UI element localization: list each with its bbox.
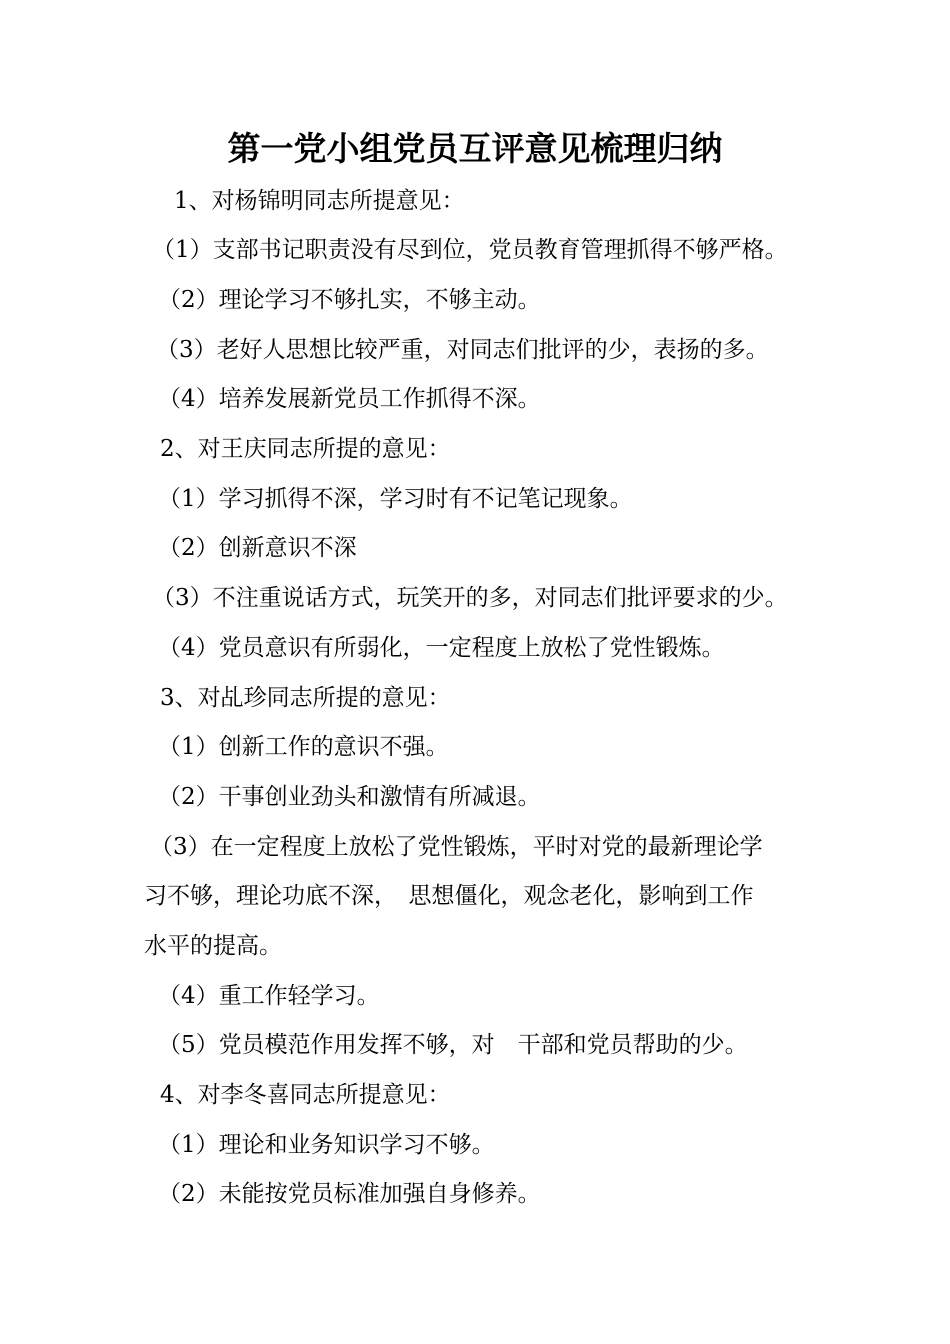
paragraph-item: （2）干事创业劲头和激情有所减退。 xyxy=(158,784,541,810)
paragraph-item: （1）支部书记职责没有尽到位，党员教育管理抓得不够严格。 xyxy=(152,237,788,263)
paragraph-item: （3）不注重说话方式，玩笑开的多，对同志们批评要求的少。 xyxy=(152,585,788,611)
section-heading-2: 2、对王庆同志所提的意见： xyxy=(160,436,451,462)
paragraph-item: （2）理论学习不够扎实，不够主动。 xyxy=(158,287,541,313)
paragraph-item: （1）创新工作的意识不强。 xyxy=(158,734,449,760)
section-heading-1: 1、对杨锦明同志所提意见： xyxy=(174,188,465,214)
document-title: 第一党小组党员互评意见梳理归纳 xyxy=(227,129,723,168)
paragraph-continuation: 习不够，理论功底不深， 思想僵化，观念老化，影响到工作 xyxy=(144,883,754,909)
section-heading-3: 3、对乩珍同志所提的意见： xyxy=(160,685,451,711)
paragraph-item: （3）在一定程度上放松了党性锻炼，平时对党的最新理论学 xyxy=(150,834,763,860)
paragraph-item: （5）党员模范作用发挥不够，对 干部和党员帮助的少。 xyxy=(158,1032,748,1058)
paragraph-continuation: 水平的提高。 xyxy=(144,933,282,959)
paragraph-item: （3）老好人思想比较严重，对同志们批评的少，表扬的多。 xyxy=(156,337,769,363)
paragraph-item: （4）党员意识有所弱化，一定程度上放松了党性锻炼。 xyxy=(158,635,725,661)
paragraph-item: （1）理论和业务知识学习不够。 xyxy=(158,1132,495,1158)
section-heading-4: 4、对李冬喜同志所提意见： xyxy=(160,1082,451,1108)
paragraph-item: （4）培养发展新党员工作抓得不深。 xyxy=(158,386,541,412)
paragraph-item: （4）重工作轻学习。 xyxy=(158,983,380,1009)
paragraph-item: （2）未能按党员标准加强自身修养。 xyxy=(158,1181,541,1207)
paragraph-item: （2）创新意识不深 xyxy=(158,535,357,561)
paragraph-item: （1）学习抓得不深，学习时有不记笔记现象。 xyxy=(158,486,633,512)
